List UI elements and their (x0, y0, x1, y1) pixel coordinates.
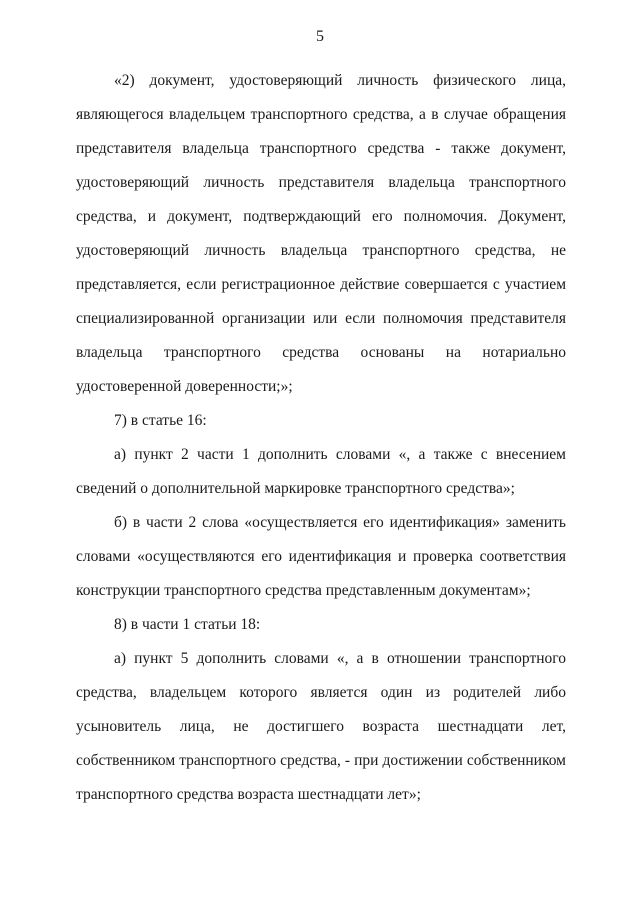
paragraph-line: усыновитель лица, не достигшего возраста шестнадцати лет, (76, 718, 566, 735)
paragraph-line: представителя владельца транспортного средства - также документ, (76, 140, 566, 157)
paragraph-line: а) пункт 2 части 1 дополнить словами «, а также с внесением (114, 446, 566, 463)
paragraph-18-a (76, 642, 566, 812)
paragraph-line: а) пункт 5 дополнить словами «, а в отношении транспортного (114, 650, 566, 667)
paragraph-line: 7) в статье 16: (114, 412, 207, 429)
paragraph-line: удостоверяющий личность владельца транспортного средства, не (76, 242, 566, 259)
paragraph-16-a (76, 438, 566, 506)
paragraph-line: б) в части 2 слова «осуществляется его идентификация» заменить (114, 514, 566, 531)
paragraph-line: «2) документ, удостоверяющий личность физического лица, (114, 72, 566, 89)
paragraph-article-18 (76, 608, 566, 642)
document-body (76, 64, 566, 812)
paragraph-line: средства, и документ, подтверждающий его полномочия. Документ, (76, 208, 566, 225)
paragraph-line: словами «осуществляются его идентификация и проверка соответствия (76, 548, 566, 565)
paragraph-line: собственником транспортного средства, - при достижении собственником (76, 752, 566, 769)
page-number: 5 (316, 28, 324, 45)
paragraph-line: удостоверенной доверенности;»; (76, 378, 293, 395)
paragraph-line: транспортного средства возраста шестнадцати лет»; (76, 786, 421, 803)
paragraph-line: представляется, если регистрационное действие совершается с участием (76, 276, 566, 293)
paragraph-line: специализированной организации или если полномочия представителя (76, 310, 566, 327)
paragraph-line: средства, владельцем которого является один из родителей либо (76, 684, 566, 701)
paragraph-line: сведений о дополнительной маркировке транспортного средства»; (76, 480, 515, 497)
paragraph-item-2 (76, 64, 566, 404)
paragraph-line: конструкции транспортного средства представленным документам»; (76, 582, 531, 599)
paragraph-line: удостоверяющий личность представителя владельца транспортного (76, 174, 566, 191)
paragraph-line: 8) в части 1 статьи 18: (114, 616, 261, 633)
paragraph-line: владельца транспортного средства основаны на нотариально (76, 344, 566, 361)
paragraph-16-b (76, 506, 566, 608)
paragraph-article-16 (76, 404, 566, 438)
paragraph-line: являющегося владельцем транспортного средства, а в случае обращения (76, 106, 566, 123)
